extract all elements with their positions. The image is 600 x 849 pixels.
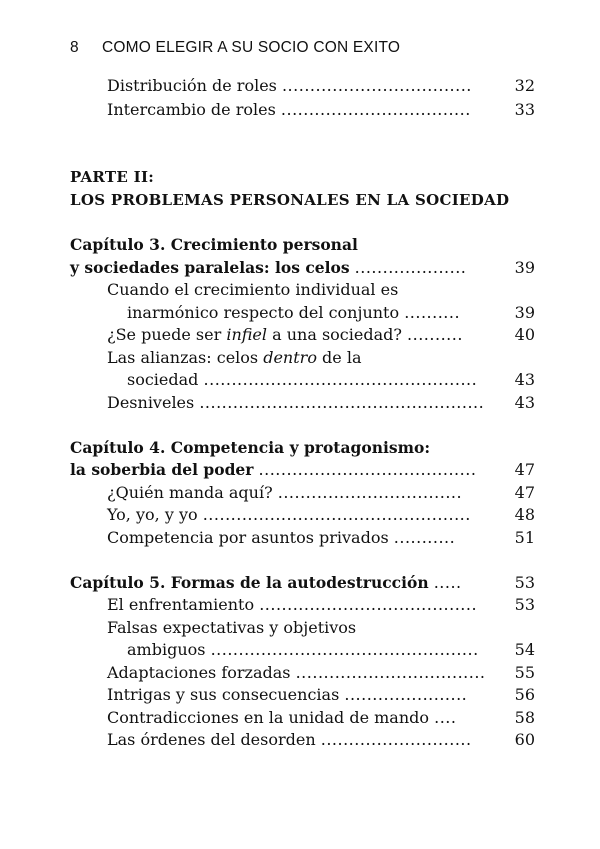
toc-entry-text: de la bbox=[316, 348, 362, 367]
toc-entry bbox=[107, 392, 484, 414]
leader-dots: .......... bbox=[407, 325, 463, 344]
toc-entry-text: sociedad bbox=[127, 370, 199, 389]
leader-dots: ...................... bbox=[344, 685, 468, 704]
toc-entry-text: Las alianzas: celos bbox=[107, 348, 264, 367]
leader-dots: .................................. bbox=[280, 100, 471, 119]
chapter-heading-text: y sociedades paralelas: los celos bbox=[70, 258, 350, 277]
chapter-heading-line2 bbox=[70, 257, 466, 279]
leader-dots: ..... bbox=[433, 573, 462, 592]
toc-page-number: 53 bbox=[514, 595, 535, 614]
leader-dots: ........... bbox=[393, 528, 456, 547]
leader-dots: .......... bbox=[404, 303, 461, 322]
toc-entry bbox=[127, 302, 460, 324]
toc-entry-text: Las órdenes del desorden bbox=[107, 730, 316, 749]
toc-entry-text: inarmónico respecto del conjunto bbox=[127, 303, 400, 322]
part-label: PARTE II: bbox=[70, 168, 155, 186]
toc-entry-emphasis: infiel bbox=[226, 325, 268, 344]
toc-entry-text: Distribución de roles bbox=[107, 76, 277, 95]
leader-dots: ................................................ bbox=[202, 505, 471, 524]
toc-page-number: 47 bbox=[514, 483, 535, 502]
leader-dots: ................................. bbox=[277, 483, 463, 502]
toc-page-number: 51 bbox=[514, 528, 535, 547]
toc-entry-emphasis: dentro bbox=[263, 348, 317, 367]
leader-dots: .................................. bbox=[295, 663, 486, 682]
leader-dots: ................................................... bbox=[199, 393, 485, 412]
toc-page-number: 54 bbox=[514, 640, 535, 659]
leader-dots: .... bbox=[434, 708, 457, 727]
toc-entry bbox=[107, 662, 486, 684]
chapter-heading-text: Capítulo 5. Formas de la autodestrucción bbox=[70, 573, 429, 592]
part-title: LOS PROBLEMAS PERSONALES EN LA SOCIEDAD bbox=[70, 191, 510, 209]
chapter-heading: Capítulo 4. Competencia y protagonismo: bbox=[70, 438, 431, 457]
toc-entry bbox=[107, 707, 456, 729]
chapter-heading: Capítulo 3. Crecimiento personal bbox=[70, 235, 358, 254]
leader-dots: ........................... bbox=[320, 730, 472, 749]
toc-entry-text: Yo, yo, y yo bbox=[107, 505, 198, 524]
toc-entry-text: Intercambio de roles bbox=[107, 100, 276, 119]
toc-entry bbox=[107, 527, 455, 549]
toc-entry bbox=[107, 594, 477, 616]
chapter-heading-line bbox=[70, 572, 462, 594]
toc-entry bbox=[107, 729, 472, 751]
toc-page-number: 48 bbox=[514, 505, 535, 524]
chapter-heading-text: la soberbia del poder bbox=[70, 460, 254, 479]
toc-entry-text: ¿Quién manda aquí? bbox=[107, 483, 273, 502]
leader-dots: ................................................ bbox=[210, 640, 479, 659]
running-header bbox=[70, 39, 400, 57]
toc-entry-text: Cuando el crecimiento individual es bbox=[107, 280, 399, 299]
leader-dots: ................................................. bbox=[203, 370, 478, 389]
toc-page-number: 33 bbox=[514, 100, 535, 119]
toc-entry bbox=[107, 504, 471, 526]
toc-entry bbox=[127, 639, 479, 661]
toc-page-number: 39 bbox=[514, 303, 535, 322]
toc-entry-text: ambiguos bbox=[127, 640, 206, 659]
chapter-heading-line2 bbox=[70, 459, 476, 481]
toc-page-number: 56 bbox=[514, 685, 535, 704]
toc-page-number: 32 bbox=[514, 76, 535, 95]
toc-page-number: 53 bbox=[514, 573, 535, 592]
toc-entry-text: Falsas expectativas y objetivos bbox=[107, 618, 357, 637]
leader-dots: ....................................... bbox=[259, 595, 478, 614]
toc-page-number: 55 bbox=[514, 663, 535, 682]
toc-entry bbox=[107, 75, 472, 97]
toc-page-number: 47 bbox=[514, 460, 535, 479]
book-title: COMO ELEGIR A SU SOCIO CON EXITO bbox=[102, 39, 401, 56]
toc-entry bbox=[127, 369, 477, 391]
toc-page-number: 60 bbox=[514, 730, 535, 749]
page-number: 8 bbox=[70, 39, 79, 56]
toc-entry bbox=[107, 347, 362, 369]
leader-dots: .................... bbox=[354, 258, 467, 277]
toc-page-number: 40 bbox=[514, 325, 535, 344]
toc-entry-text: Adaptaciones forzadas bbox=[107, 663, 291, 682]
toc-entry bbox=[107, 482, 462, 504]
toc-page-number: 58 bbox=[514, 708, 535, 727]
toc-entry bbox=[107, 99, 471, 121]
toc-entry-text: Competencia por asuntos privados bbox=[107, 528, 389, 547]
toc-entry-text: El enfrentamiento bbox=[107, 595, 255, 614]
toc-page-number: 43 bbox=[514, 393, 535, 412]
toc-entry bbox=[107, 684, 467, 706]
toc-entry-text: Intrigas y sus consecuencias bbox=[107, 685, 340, 704]
toc-page-number: 39 bbox=[514, 258, 535, 277]
toc-entry-text: a una sociedad? bbox=[267, 325, 402, 344]
leader-dots: .................................. bbox=[281, 76, 472, 95]
toc-entry bbox=[107, 324, 463, 346]
leader-dots: ....................................... bbox=[258, 460, 477, 479]
toc-page-number: 43 bbox=[514, 370, 535, 389]
toc-entry-text: ¿Se puede ser bbox=[107, 325, 227, 344]
toc-entry-text: Contradicciones en la unidad de mando bbox=[107, 708, 430, 727]
toc-entry-text: Desniveles bbox=[107, 393, 195, 412]
